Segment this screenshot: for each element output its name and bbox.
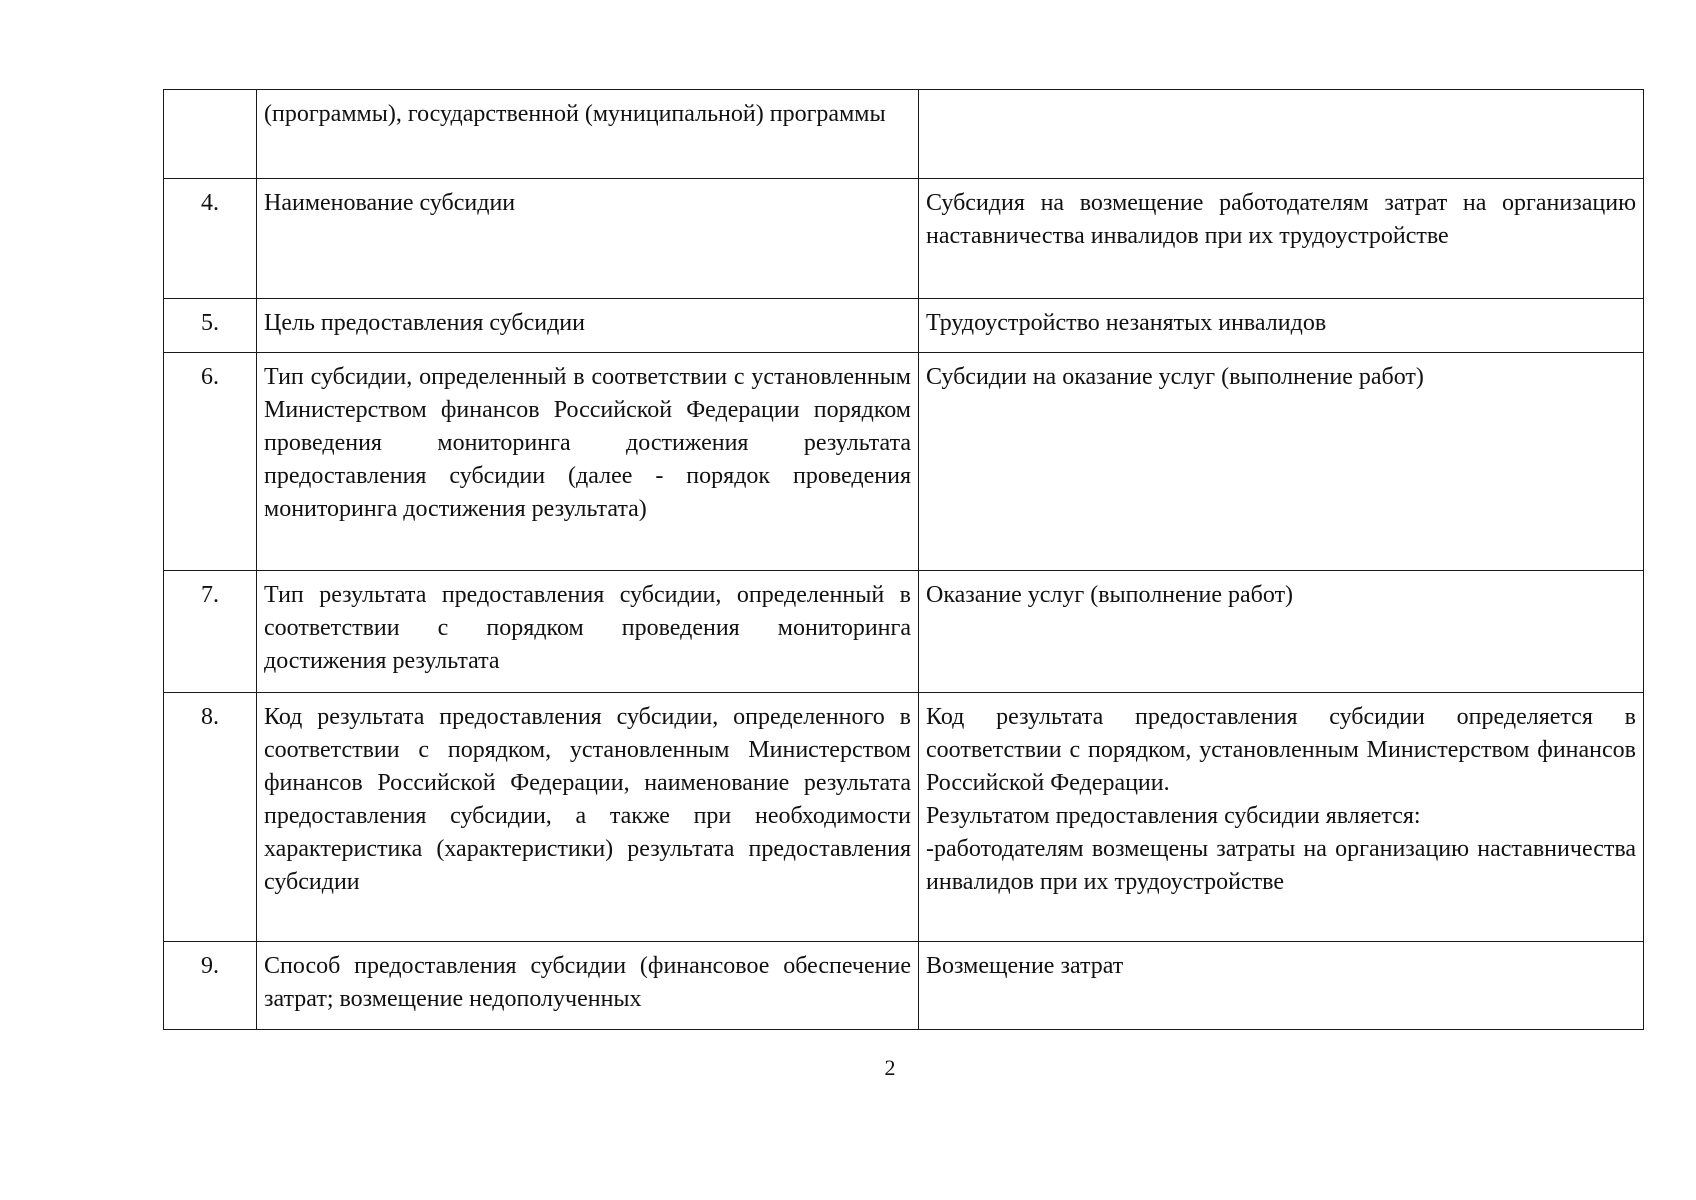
table-row	[164, 179, 1644, 299]
row-number: 5.	[164, 299, 257, 353]
row-value	[919, 90, 1644, 179]
row-label: (программы), государственной (муниципальной) программы	[257, 90, 919, 179]
row-number: 7.	[164, 571, 257, 693]
table-row	[164, 299, 1644, 353]
table-row	[164, 90, 1644, 179]
row-number: 6.	[164, 353, 257, 571]
row-value: Возмещение затрат	[919, 942, 1644, 1030]
row-number: 9.	[164, 942, 257, 1030]
row-label: Тип результата предоставления субсидии, определенный в соответствии с порядком проведения мониторинга достижения результата	[257, 571, 919, 693]
value-paragraph: Результатом предоставления субсидии является:	[926, 803, 1421, 829]
value-paragraph: -работодателям возмещены затраты на организацию наставничества инвалидов при их трудоустройстве	[926, 836, 1636, 895]
value-paragraph: Код результата предоставления субсидии определяется в соответствии с порядком, установленным Министерством финансов Российской Федерации.	[926, 704, 1636, 796]
row-number: 4.	[164, 179, 257, 299]
row-label: Цель предоставления субсидии	[257, 299, 919, 353]
table-row	[164, 353, 1644, 571]
row-label: Тип субсидии, определенный в соответствии с установленным Министерством финансов Российской Федерации порядком проведения мониторинга достижения результата предоставления субсидии (далее - порядок проведения мониторинга достижения результата)	[257, 353, 919, 571]
table-row	[164, 693, 1644, 942]
row-value: Трудоустройство незанятых инвалидов	[919, 299, 1644, 353]
subsidy-passport-table	[163, 89, 1644, 1030]
table-row	[164, 942, 1644, 1030]
page-number: 2	[884, 1055, 896, 1080]
row-label: Наименование субсидии	[257, 179, 919, 299]
row-label: Код результата предоставления субсидии, определенного в соответствии с порядком, установленным Министерством финансов Российской Федерации, наименование результата предоставления субсидии, а также при необходимости характеристика (характеристики) результата предоставления субсидии	[257, 693, 919, 942]
row-value: Субсидия на возмещение работодателям затрат на организацию наставничества инвалидов при их трудоустройстве	[919, 179, 1644, 299]
row-value	[919, 693, 1644, 942]
row-label: Способ предоставления субсидии (финансовое обеспечение затрат; возмещение недополученных	[257, 942, 919, 1030]
row-number	[164, 90, 257, 179]
row-number: 8.	[164, 693, 257, 942]
row-value: Субсидии на оказание услуг (выполнение работ)	[919, 353, 1644, 571]
row-value: Оказание услуг (выполнение работ)	[919, 571, 1644, 693]
table-row	[164, 571, 1644, 693]
